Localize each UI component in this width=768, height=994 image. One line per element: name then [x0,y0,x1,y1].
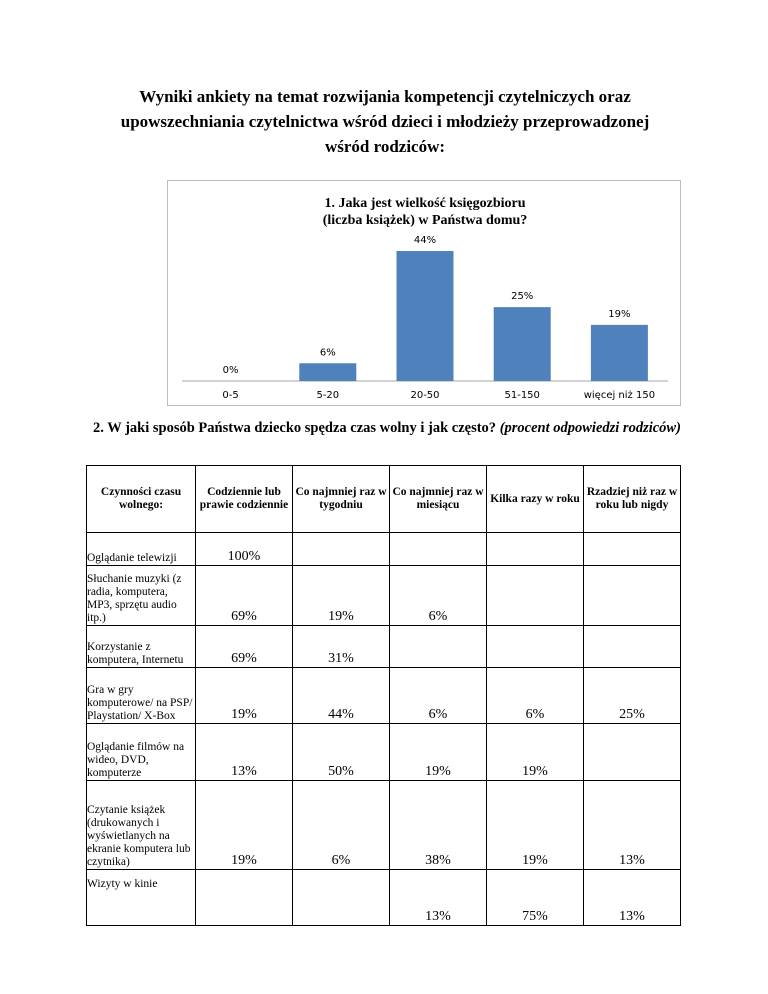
bar [397,251,454,381]
value-cell [487,626,584,668]
value-cell [584,533,681,566]
table-row [87,626,681,668]
table-row [87,566,681,626]
header-monthly: Co najmniej raz w miesiącu [390,466,487,533]
data-label: 25% [511,291,534,303]
table-row [87,724,681,781]
value-cell: 19% [487,724,584,781]
table-header-row [87,466,681,533]
value-cell: 69% [196,566,293,626]
data-label: 6% [319,347,336,359]
x-tick-label: 20-50 [410,390,440,401]
chart-container [167,180,681,406]
value-cell: 19% [390,724,487,781]
value-cell [487,533,584,566]
data-label: 19% [608,308,631,320]
value-cell [584,724,681,781]
activity-cell: Czytanie książek (drukowanych i wyświetlanych na ekranie komputera lub czytnika) [87,781,196,870]
value-cell: 44% [293,668,390,724]
header-daily: Codziennie lub prawie codziennie [196,466,293,533]
value-cell [196,870,293,926]
activity-cell: Oglądanie telewizji [87,533,196,566]
bar [591,325,648,381]
question-2-note: (procent odpowiedzi rodziców) [499,420,681,436]
value-cell: 6% [293,781,390,870]
activity-cell: Wizyty w kinie [87,870,196,926]
value-cell [390,533,487,566]
x-tick-label: 51-150 [504,390,540,401]
table-body [87,466,681,926]
data-label: 0% [222,365,239,376]
value-cell: 38% [390,781,487,870]
value-cell: 69% [196,626,293,668]
value-cell [293,870,390,926]
chart-title-line-2: (liczba książek) w Państwa domu? [322,213,528,228]
table-row [87,668,681,724]
table-row [87,870,681,926]
question-2 [93,419,693,438]
header-weekly: Co najmniej raz w tygodniu [293,466,390,533]
activity-cell: Gra w gry komputerowe/ na PSP/ Playstation/ X-Box [87,668,196,724]
bar [299,363,356,381]
value-cell: 50% [293,724,390,781]
value-cell: 19% [196,668,293,724]
value-cell: 19% [196,781,293,870]
value-cell: 75% [487,870,584,926]
value-cell: 6% [390,668,487,724]
value-cell: 19% [487,781,584,870]
page-title: Wyniki ankiety na temat rozwijania kompetencji czytelniczych oraz upowszechniania czytelnictwa wśród dzieci i młodzieży przeprowadzonej wśród rodziców: [120,87,650,156]
value-cell [487,566,584,626]
x-tick-label: 5-20 [316,390,340,401]
leisure-activities-table [86,465,681,926]
value-cell: 13% [584,781,681,870]
value-cell [584,626,681,668]
value-cell: 13% [196,724,293,781]
value-cell [584,566,681,626]
value-cell: 13% [584,870,681,926]
table-row [87,533,681,566]
question-2-text: 2. W jaki sposób Państwa dziecko spędza czas wolny i jak często? [93,420,497,436]
value-cell [390,626,487,668]
header-rarely-never: Rzadziej niż raz w roku lub nigdy [584,466,681,533]
x-tick-label: 0-5 [222,390,239,401]
activity-cell: Słuchanie muzyki (z radia, komputera, MP3, sprzętu audio itp.) [87,566,196,626]
chart-title-line-1: 1. Jaka jest wielkość księgozbioru [324,196,526,211]
activity-cell: Korzystanie z komputera, Internetu [87,626,196,668]
table-row [87,781,681,870]
value-cell: 13% [390,870,487,926]
value-cell: 31% [293,626,390,668]
value-cell: 19% [293,566,390,626]
value-cell: 100% [196,533,293,566]
activity-cell: Oglądanie filmów na wideo, DVD, komputerze [87,724,196,781]
bar [494,307,551,381]
value-cell: 6% [487,668,584,724]
x-tick-label: więcej niż 150 [583,390,656,401]
value-cell: 6% [390,566,487,626]
header-few-times-year: Kilka razy w roku [487,466,584,533]
data-label: 44% [413,235,437,246]
value-cell [293,533,390,566]
bar-chart [168,181,682,407]
value-cell: 25% [584,668,681,724]
header-activities: Czynności czasu wolnego: [87,466,196,533]
